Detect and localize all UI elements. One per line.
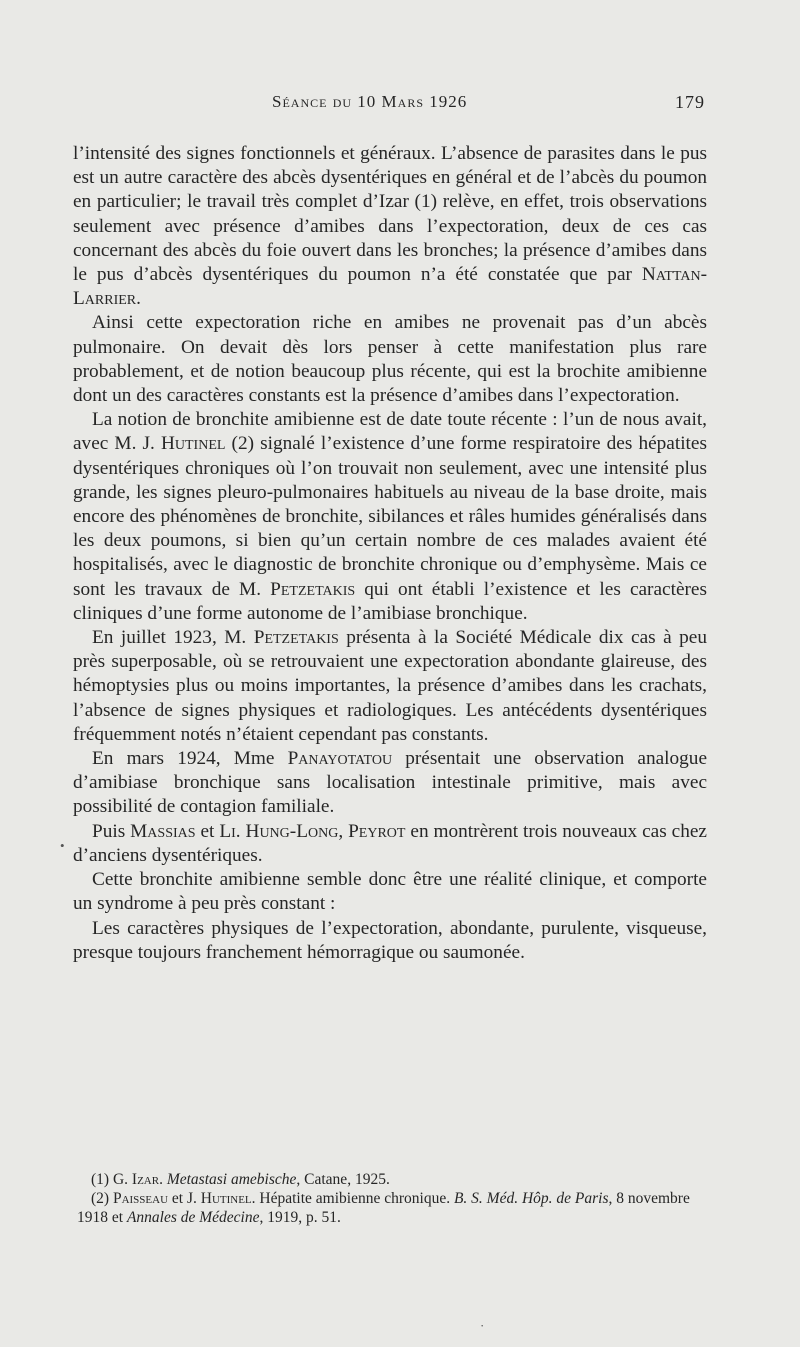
paragraph-text: (2) signalé l’existence d’une forme respiratoire des hépatites dysentériques chroniques où l’on trouvait non seulement, avec une intensité plus grande, les signes pleuro-pulmonaires habituels au niveau de la base droite, mais encore des phénomènes de bronchite, sibilances et râles humides généralisés dans les deux poumons, si bien qu’un certain nombre de ces malades avaient été hospitalisés, avec le diagnostic de bronchite chronique ou d’emphysème. Mais ce sont les travaux de M.: [73, 433, 707, 600]
page-header: [0, 92, 800, 116]
footnote-1: [77, 1170, 705, 1189]
body-text: [73, 142, 707, 965]
author-name: Nattan-Larrier: [73, 264, 707, 310]
paragraph-text: ,: [338, 820, 349, 842]
work-title: Metastasi amebische: [166, 1171, 297, 1188]
paragraph-8: Les caractères physiques de l’expectoration, abondante, purulente, visqueuse, presque toujours franchement hémorragique ou saumonée.: [73, 917, 707, 963]
paragraph-7: Cette bronchite amibienne semble donc être une réalité clinique, et comporte un syndrome à peu près constant :: [73, 869, 707, 915]
footnote-text: , Catane, 1925.: [296, 1171, 390, 1188]
journal-title: Annales de Médecine: [126, 1209, 260, 1226]
paragraph-3: [73, 408, 707, 626]
footnote-text: et J.: [168, 1190, 201, 1207]
footnote-text: , 8 novembre 1918 et: [77, 1190, 690, 1226]
ink-speck-mark: ·: [480, 1318, 485, 1333]
paragraph-4: [73, 626, 707, 747]
paragraph-2: Ainsi cette expectoration riche en amibes ne provenait pas d’un abcès pulmonaire. On devait dès lors penser à cette manifestation plus rare probablement, et de notion beaucoup plus récente, qui est la brochite amibienne dont un des caractères constants est la présence d’amibes dans l’expectoration.: [73, 312, 707, 407]
author-name: Petzetakis: [270, 578, 356, 600]
author-name: Petzetakis: [253, 627, 339, 649]
author-name: Hutinel: [160, 433, 226, 455]
paragraph-text: La notion de bronchite amibienne est de date toute récente : l’un de nous avait, avec M. J.: [73, 409, 707, 455]
author-name: Peyrot: [348, 820, 406, 842]
paragraph-text: qui ont établi l’existence et les caractères cliniques d’une forme autonome de l’amibiase bronchique.: [73, 578, 707, 624]
paragraph-5: [73, 747, 707, 820]
footnote-text: (2): [91, 1190, 113, 1207]
paragraph-6: [73, 820, 707, 868]
paragraph-text: .: [136, 288, 141, 310]
running-title: Séance du 10 Mars 1926: [272, 92, 468, 111]
paragraph-text: et: [195, 820, 220, 842]
page-number: 179: [675, 92, 705, 112]
paragraph-text: présenta à la Société Médicale dix cas à peu près superposable, où se retrouvaient une expectoration abondante glaireuse, des hémoptysies plus ou moins importantes, la présence d’amibes dans les crachats, l’absence de signes physiques et radiologiques. Les antécédents dysentériques fréquemment notés n’étaient cependant pas constants.: [73, 627, 708, 745]
paragraph-text: présentait une observation analogue d’amibiase bronchique sans localisation intestinale primitive, mais avec possibilité de contagion familiale.: [73, 748, 708, 818]
paragraph-text: Puis: [92, 820, 131, 842]
margin-dot-mark: •: [60, 838, 65, 853]
paragraph-text: l’intensité des signes fonctionnels et généraux. L’absence de parasites dans le pus est un autre caractère des abcès dysentériques en général et de l’abcès du poumon en particulier; le travail très complet d’Izar (1) relève, en effet, trois observations seulement avec présence d’amibes dans l’expectoration, deux de ces cas concernant des abcès du foie ouvert dans les bronches; la présence d’amibes dans le pus d’abcès dysentériques du poumon n’a été constatée que par: [73, 143, 707, 286]
footnote-text: . Hépatite amibienne chronique.: [251, 1190, 454, 1207]
paragraph-text: En juillet 1923, M.: [92, 627, 254, 649]
paragraph-1: [73, 142, 707, 311]
footnote-2: [77, 1189, 705, 1227]
author-name: Hutinel: [200, 1190, 252, 1207]
author-name: Li. Hung-Long: [219, 820, 339, 842]
paragraph-text: en montrèrent trois nouveaux cas chez d’anciens dysentériques.: [73, 820, 707, 866]
footnotes: [77, 1170, 705, 1227]
paragraph-text: En mars 1924, Mme: [92, 748, 288, 770]
author-name: Massias: [130, 820, 196, 842]
journal-title: B. S. Méd. Hôp. de Paris: [453, 1190, 609, 1207]
author-name: Paisseau: [112, 1190, 169, 1207]
footnote-text: (1) G.: [91, 1171, 132, 1188]
footnote-text: , 1919, p. 51.: [259, 1209, 341, 1226]
author-name: Izar: [131, 1171, 160, 1188]
footnote-text: .: [159, 1171, 167, 1188]
author-name: Panayotatou: [287, 748, 393, 770]
